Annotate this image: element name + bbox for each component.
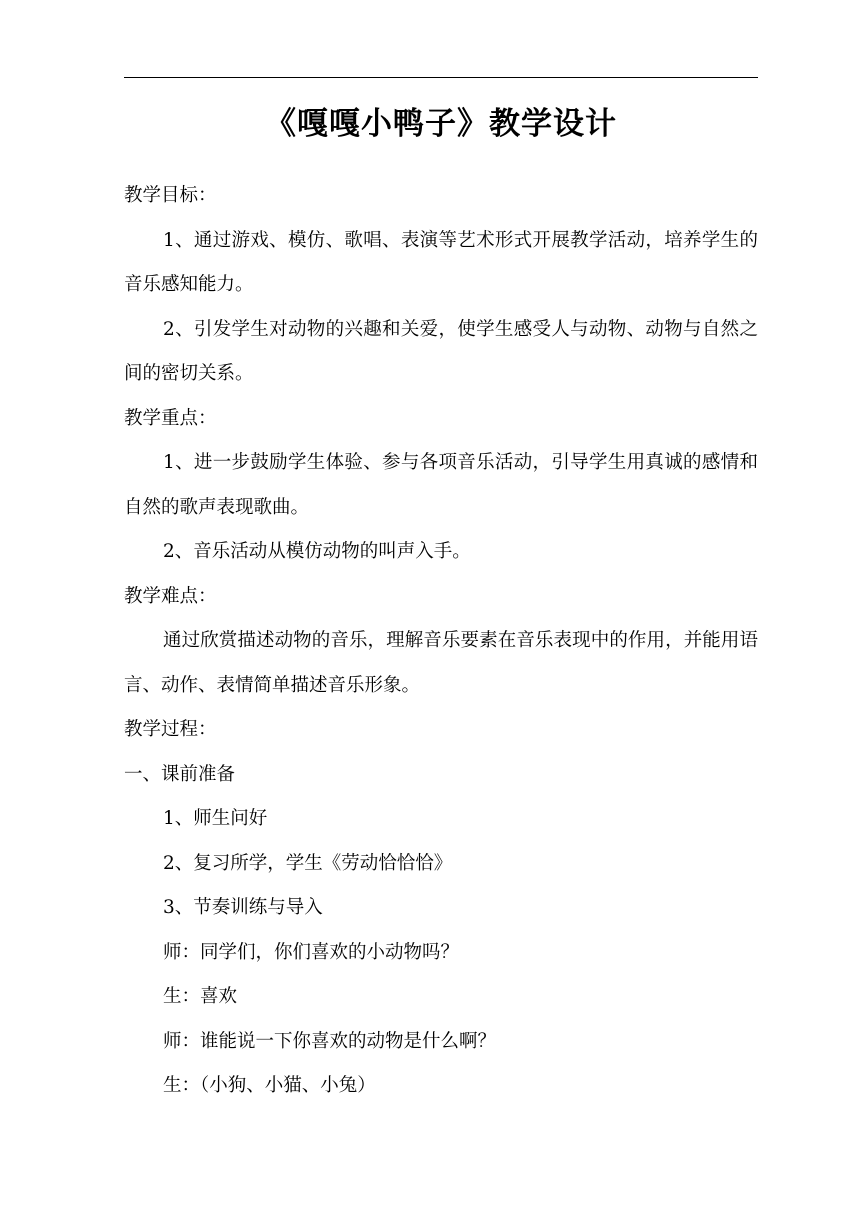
objective-1: 1、通过游戏、模仿、歌唱、表演等艺术形式开展教学活动，培养学生的音乐感知能力。 bbox=[124, 229, 758, 295]
process-item: 1、师生问好 bbox=[163, 808, 268, 829]
document-body bbox=[124, 174, 758, 1109]
document-title: 《嘎嘎小鸭子》教学设计 bbox=[265, 106, 617, 142]
section-heading-objectives: 教学目标： bbox=[124, 185, 217, 206]
objective-2: 2、引发学生对动物的兴趣和关爱，使学生感受人与动物、动物与自然之间的密切关系。 bbox=[124, 318, 758, 384]
difficulty-1: 通过欣赏描述动物的音乐，理解音乐要素在音乐表现中的作用，并能用语言、动作、表情简单描述音乐形象。 bbox=[124, 630, 758, 696]
dialogue-line: 生：喜欢 bbox=[163, 986, 238, 1007]
section-heading-difficulties: 教学难点： bbox=[124, 585, 217, 607]
section-heading-process: 教学过程： bbox=[124, 719, 217, 740]
process-item: 2、复习所学，学生《劳动恰恰恰》 bbox=[163, 852, 453, 874]
key-point-2: 2、音乐活动从模仿动物的叫声入手。 bbox=[163, 541, 471, 562]
process-item: 3、节奏训练与导入 bbox=[163, 897, 323, 918]
dialogue-line: 生：（小狗、小猫、小兔） bbox=[163, 1075, 376, 1096]
dialogue-line: 师：谁能说一下你喜欢的动物是什么啊？ bbox=[163, 1030, 497, 1052]
key-point-1: 1、进一步鼓励学生体验、参与各项音乐活动，引导学生用真诚的感情和自然的歌声表现歌曲。 bbox=[124, 452, 758, 518]
dialogue-line: 师：同学们，你们喜欢的小动物吗？ bbox=[163, 941, 460, 963]
process-step-heading: 一、课前准备 bbox=[124, 763, 236, 785]
header-rule bbox=[124, 77, 758, 78]
section-heading-key-points: 教学重点： bbox=[124, 407, 217, 429]
